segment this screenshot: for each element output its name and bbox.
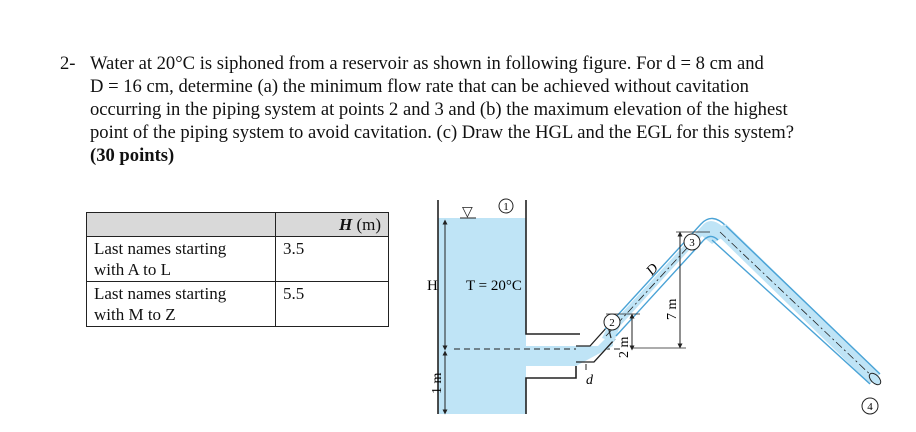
point-4-label: 4: [867, 401, 873, 413]
problem-body: [90, 52, 858, 167]
row2-name-line1: Last names starting: [94, 284, 227, 303]
table-header-row: [87, 213, 389, 237]
table-header-blank: [87, 213, 276, 237]
point-3-label: 3: [689, 237, 695, 249]
problem-line-1: Water at 20°C is siphoned from a reservoir as shown in following figure. For d = 8 cm and: [90, 53, 764, 74]
table-row: [87, 237, 389, 282]
pipe-d-label: d: [586, 373, 593, 388]
temperature-label: T = 20°C: [466, 278, 522, 294]
row1-name-line2: with A to L: [94, 260, 171, 279]
problem-number: 2-: [60, 53, 76, 74]
problem-points: (30 points): [90, 145, 175, 166]
dim-1m-label: 1 m: [430, 372, 445, 394]
h-label: H: [427, 278, 438, 294]
header-var: H: [338, 215, 353, 234]
height-table: [86, 212, 389, 327]
row2-name-line2: with M to Z: [94, 305, 176, 324]
dim-7m-label: 7 m: [665, 298, 680, 320]
table-header-h: [276, 213, 389, 237]
point-1-label: 1: [503, 201, 509, 213]
siphon-figure: [410, 186, 900, 426]
table-cell-value: 5.5: [276, 282, 389, 327]
header-unit: (m): [356, 215, 381, 234]
point-2-label: 2: [609, 317, 615, 329]
problem-line-2: D = 16 cm, determine (a) the minimum flow rate that can be achieved without cavitation: [90, 76, 749, 97]
reservoir-water: [438, 218, 526, 414]
table-cell-name: [87, 237, 276, 282]
free-surface-symbol: ▽: [462, 205, 473, 220]
problem-line-3: occurring in the piping system at points 2 and 3 and (b) the maximum elevation of the highest: [90, 99, 788, 120]
row1-name-line1: Last names starting: [94, 239, 227, 258]
problem-line-4: point of the piping system to avoid cavitation. (c) Draw the HGL and the EGL for this system?: [90, 122, 794, 143]
dim-2m-label: 2 m: [617, 336, 632, 358]
pipe-D-label: D: [643, 261, 662, 279]
table-cell-name: [87, 282, 276, 327]
table-cell-value: 3.5: [276, 237, 389, 282]
table-row: [87, 282, 389, 327]
pipe-centerline-2: [720, 232, 876, 380]
